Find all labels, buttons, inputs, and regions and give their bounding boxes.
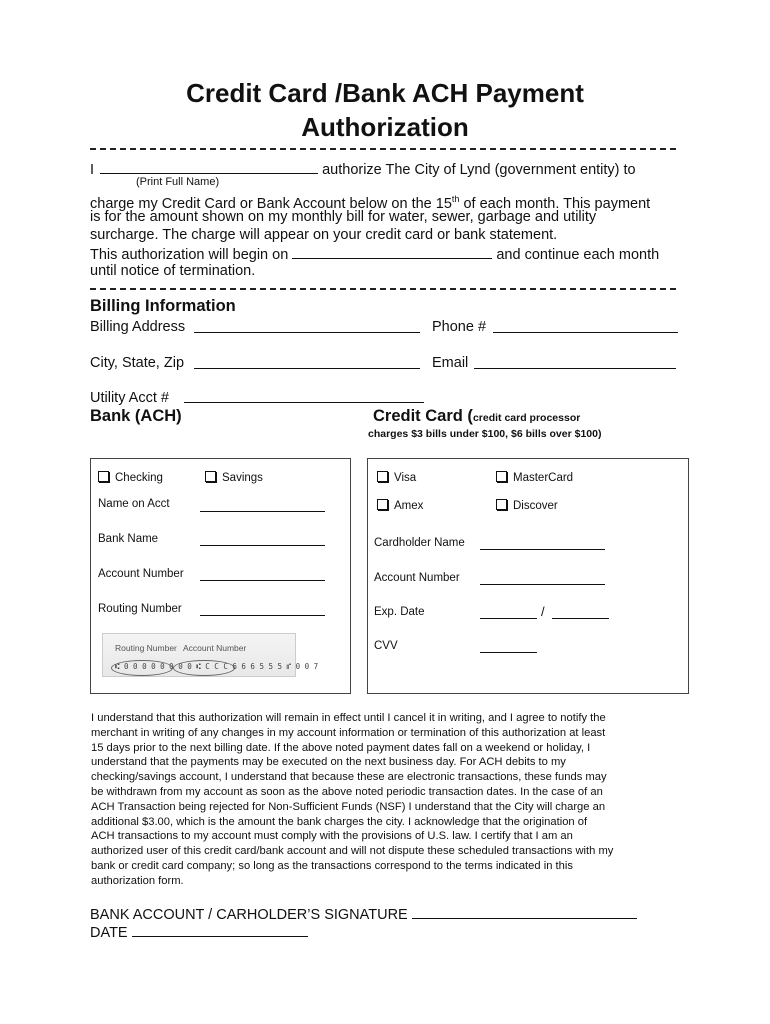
form-title-line1: Credit Card /Bank ACH Payment <box>186 78 584 108</box>
intro-line4: surcharge. The charge will appear on your credit card or bank statement. <box>90 227 558 243</box>
agreement-line: understand that the payments may be executed on the next business day. For ACH debits to my <box>91 756 566 769</box>
exp-year-field[interactable] <box>552 618 609 619</box>
mastercard-checkbox[interactable] <box>496 471 507 482</box>
credit-heading <box>373 407 580 426</box>
intro-continue-label: and continue each month <box>496 247 660 263</box>
discover-checkbox[interactable] <box>496 499 507 510</box>
agreement-line: be withdrawn from my account as soon as the above noted periodic transaction dates. In the case of an <box>91 785 603 798</box>
date-row <box>90 922 690 942</box>
amex-option[interactable] <box>377 499 423 512</box>
check-micr-line: ⑆ 0 0 0 0 0 0 0 0 ⑆ C C C 6 6 6 5 5 5 ⑈ 0 0 7 <box>115 662 319 671</box>
intro-line2b: of each month. This payment <box>459 195 651 212</box>
agreement-line: authorization form. <box>91 874 184 887</box>
savings-checkbox[interactable] <box>205 471 216 482</box>
agreement-line: 15 days prior to the next billing date. If the above noted payment dates fall on a weekend or holiday, I <box>91 741 591 754</box>
divider-top <box>90 148 676 150</box>
discover-label: Discover <box>513 500 558 512</box>
agreement-line: I understand that this authorization will remain in effect until I cancel it in writing, and I agree to notify the <box>91 712 606 724</box>
amex-checkbox[interactable] <box>377 499 388 510</box>
intro-line5 <box>90 244 690 264</box>
card-account-number-field[interactable] <box>480 584 605 585</box>
mastercard-option[interactable] <box>496 471 573 484</box>
visa-label: Visa <box>394 472 417 484</box>
date-field[interactable] <box>132 922 308 937</box>
signature-label: BANK ACCOUNT / CARHOLDER’S SIGNATURE <box>90 907 408 923</box>
cvv-field[interactable] <box>480 652 537 653</box>
intro-line6: until notice of termination. <box>90 263 256 279</box>
form-title-line2: Authorization <box>301 112 469 142</box>
city-label: City, State, Zip <box>90 355 185 371</box>
signature-field[interactable] <box>412 904 637 919</box>
checking-checkbox[interactable] <box>98 471 109 482</box>
start-date-field[interactable] <box>292 244 492 259</box>
checking-option[interactable] <box>98 471 163 484</box>
divider-mid <box>90 288 676 290</box>
intro-line2a: charge my Credit Card or Bank Account below on the 15 <box>90 195 452 212</box>
intro-sup: th <box>451 194 460 204</box>
credit-processor-note: credit card processor <box>472 412 581 424</box>
exp-date-label: Exp. Date <box>374 606 425 618</box>
utility-field[interactable] <box>184 402 424 403</box>
agreement-line: ACH transactions to my account must comply with the provisions of U.S. law. I certify that I am an <box>91 830 573 843</box>
routing-number-field[interactable] <box>200 615 325 616</box>
billing-address-field[interactable] <box>194 332 420 333</box>
print-name-caption: (Print Full Name) <box>136 176 220 188</box>
agreement-line: additional $3.00, which is the amount the bank charges the city. I acknowledge that the origination of <box>91 815 588 828</box>
cardholder-name-field[interactable] <box>480 549 605 550</box>
name-on-acct-field[interactable] <box>200 511 325 512</box>
agreement-line: bank or credit card company; so long as the transactions correspond to the terms indicated in this <box>91 859 573 872</box>
checking-label: Checking <box>115 472 163 484</box>
bank-name-field[interactable] <box>200 545 325 546</box>
credit-charges-note: charges $3 bills under $100, $6 bills over $100) <box>368 428 602 440</box>
check-routing-caption: Routing Number <box>115 643 177 653</box>
agreement-paragraph <box>91 711 691 889</box>
bank-name-label: Bank Name <box>98 533 159 545</box>
savings-option[interactable] <box>205 471 263 484</box>
check-account-caption: Account Number <box>183 643 247 653</box>
intro-authorize: authorize The City of Lynd (government entity) to <box>322 162 636 178</box>
billing-heading: Billing Information <box>90 297 236 315</box>
mastercard-label: MasterCard <box>513 472 574 484</box>
utility-label: Utility Acct # <box>90 390 169 406</box>
savings-label: Savings <box>222 472 263 484</box>
amex-label: Amex <box>394 500 424 512</box>
exp-slash: / <box>541 604 545 619</box>
intro-i: I <box>90 162 95 178</box>
visa-option[interactable] <box>377 471 416 484</box>
credit-heading-text: Credit Card ( <box>373 407 473 425</box>
billing-address-label: Billing Address <box>90 319 186 335</box>
phone-field[interactable] <box>493 332 678 333</box>
phone-label: Phone # <box>432 319 487 335</box>
bank-account-number-label: Account Number <box>98 568 184 580</box>
exp-month-field[interactable] <box>480 618 537 619</box>
signature-row <box>90 904 690 924</box>
name-on-acct-label: Name on Acct <box>98 498 170 510</box>
intro-begin-label: This authorization will begin on <box>90 247 289 263</box>
visa-checkbox[interactable] <box>377 471 388 482</box>
agreement-line: merchant in writing of any changes in my account information or termination of this authorization at least <box>91 726 606 739</box>
email-label: Email <box>432 355 469 371</box>
bank-account-number-field[interactable] <box>200 580 325 581</box>
email-field[interactable] <box>474 368 676 369</box>
card-account-number-label: Account Number <box>374 572 460 584</box>
cardholder-name-label: Cardholder Name <box>374 537 465 549</box>
agreement-line: checking/savings account, I understand that because these are electronic transactions, these funds may <box>91 771 607 784</box>
city-field[interactable] <box>194 368 420 369</box>
agreement-line: ACH Transaction being rejected for Non-Sufficient Funds (NSF) I understand that the City will charge an <box>91 800 606 813</box>
sample-check-image <box>102 633 319 677</box>
agreement-line: authorized user of this credit card/bank account and will not dispute these scheduled transactions with my <box>91 845 614 858</box>
full-name-field[interactable] <box>100 159 318 174</box>
discover-option[interactable] <box>496 499 558 512</box>
intro-line3: is for the amount shown on my monthly bill for water, sewer, garbage and utility <box>90 209 597 225</box>
date-label: DATE <box>90 925 128 941</box>
cvv-label: CVV <box>374 640 398 652</box>
bank-heading: Bank (ACH) <box>90 407 182 425</box>
routing-number-label: Routing Number <box>98 603 182 615</box>
